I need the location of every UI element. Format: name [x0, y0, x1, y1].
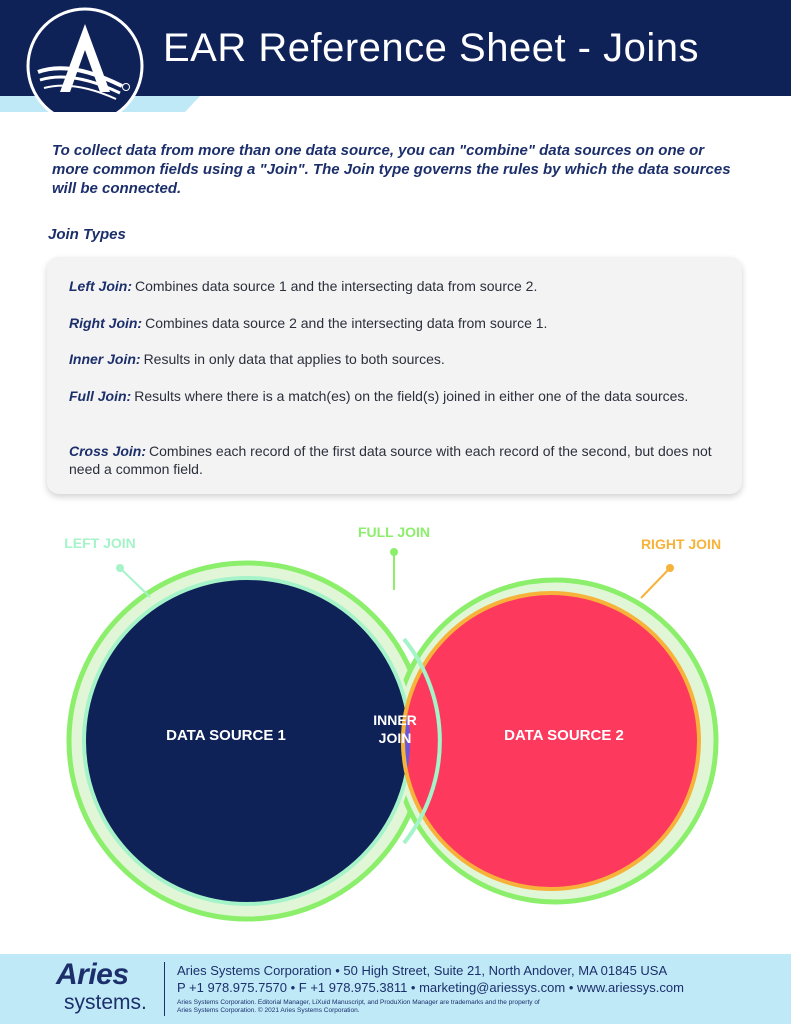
join-type-description: Combines data source 1 and the intersecting data from source 2. [135, 278, 538, 294]
page-title: EAR Reference Sheet - Joins [163, 26, 699, 70]
join-type-cross [69, 442, 729, 478]
header-banner [0, 0, 791, 112]
intro-paragraph: To collect data from more than one data source, you can "combine" data sources on one or more common fields using a "Join". The Join type governs the rules by which the data sources will be connected. [52, 142, 731, 197]
right-join-pointer-dot [666, 564, 674, 572]
data-source-2-label: DATA SOURCE 2 [504, 727, 624, 744]
footer-logo-text: Aries [56, 958, 129, 991]
join-types-panel [47, 257, 742, 494]
inner-join-label-line2: JOIN [378, 730, 412, 746]
join-type-name: Inner Join: [69, 351, 141, 367]
data-source-1-label: DATA SOURCE 1 [166, 727, 286, 744]
join-type-inner [69, 350, 729, 368]
full-join-pointer-dot [390, 548, 398, 556]
footer-fine-print-line1: Aries Systems Corporation. Editorial Manager, LiXuid Manuscript, and ProduXion Manager are trademarks and the property of [177, 999, 540, 1006]
left-join-pointer [120, 568, 150, 597]
join-type-left [69, 277, 729, 295]
join-type-description: Combines data source 2 and the intersecting data from source 1. [145, 315, 548, 331]
join-type-name: Full Join: [69, 388, 132, 404]
join-type-name: Cross Join: [69, 443, 147, 459]
join-types-heading: Join Types [48, 226, 126, 243]
full-join-label: FULL JOIN [357, 524, 431, 540]
join-type-full [69, 387, 729, 405]
footer-contact: P +1 978.975.7570 • F +1 978.975.3811 • marketing@ariessys.com • www.ariessys.com [177, 980, 684, 995]
aries-a-logo-icon [28, 9, 142, 112]
footer-divider [164, 962, 165, 1016]
footer-logo-subtext: systems. [64, 991, 147, 1014]
inner-join-label-line1: INNER [373, 712, 417, 728]
right-join-label: RIGHT JOIN [640, 536, 722, 552]
left-join-label: LEFT JOIN [64, 535, 136, 551]
footer-address: Aries Systems Corporation • 50 High Street, Suite 21, North Andover, MA 01845 USA [177, 963, 668, 978]
footer [0, 954, 791, 1024]
right-join-pointer [641, 568, 670, 598]
join-venn-diagram [0, 515, 791, 925]
join-type-description: Results in only data that applies to both sources. [143, 351, 445, 367]
left-join-pointer-dot [116, 564, 124, 572]
join-type-right [69, 314, 729, 332]
join-type-description: Combines each record of the first data source with each record of the second, but does not need a common field. [69, 443, 712, 477]
join-type-name: Right Join: [69, 315, 143, 331]
footer-fine-print-line2: Aries Systems Corporation. © 2021 Aries Systems Corporation. [177, 1006, 360, 1014]
join-type-description: Results where there is a match(es) on the field(s) joined in either one of the data sources. [134, 388, 689, 404]
join-type-name: Left Join: [69, 278, 132, 294]
footer-fine-print [177, 999, 540, 1014]
